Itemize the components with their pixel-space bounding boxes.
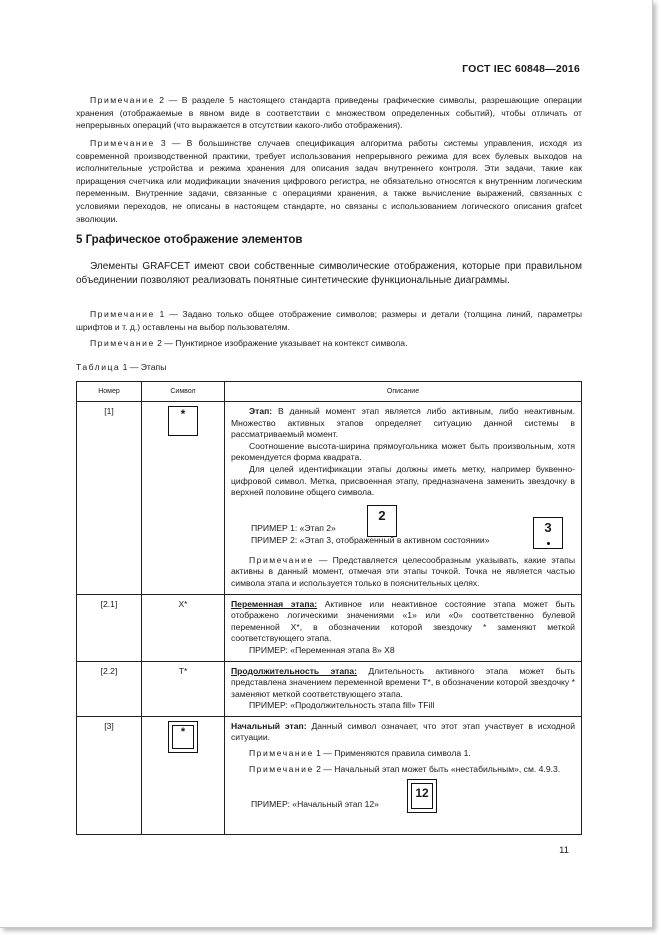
initial-step-example [231, 775, 575, 815]
note-label: Примечание [249, 748, 314, 759]
note-text: 1 — Применяются правила символа 1. [313, 748, 471, 759]
step-text-2: Соотношение высота-ширина прямоугольника может быть произвольным, хотя рекомендуется форма квадрата. [231, 440, 575, 463]
row-description [225, 402, 582, 595]
row-number: [3] [77, 716, 142, 834]
step-duration-text: Длительность активного этапа может быть представлена значением переменной времени T*, в обозначении которой звездочку * заменяют меткой соответствующего этапа. [231, 665, 575, 699]
row-symbol: T* [142, 661, 225, 716]
table-row [77, 661, 582, 716]
step-examples [231, 503, 575, 551]
example-step-3-active-icon [533, 517, 563, 549]
initial-step-text: Данный символ означает, что этот этап участвует в исходной ситуации. [231, 720, 576, 743]
row-symbol: X* [142, 594, 225, 661]
row-description [225, 716, 582, 834]
note-label: Примечание [249, 763, 314, 774]
table-caption-text: 1 — Этапы [120, 362, 167, 372]
example-2-text: ПРИМЕР 2: «Этап 3, отображенный в активном состоянии» [251, 534, 490, 545]
note-label: Примечание [249, 554, 314, 565]
table-caption [76, 362, 166, 372]
page-number: 11 [559, 845, 569, 856]
step-text-1: В данный момент этап является либо активным, либо неактивным. Множество активных этапов определяет ситуацию данной системы в рассматриваемый момент. [231, 406, 575, 440]
table-row [77, 402, 582, 595]
table-caption-label: Таблица [76, 362, 121, 372]
step-duration-title: Продолжительность этапа: [231, 665, 357, 676]
row-number: [2.1] [77, 594, 142, 661]
example-step-2-icon [367, 505, 397, 537]
note-text: — Представляется целесообразным указывать, какие этапы активны в данный момент, отмечая эти этапы точкой. Точка не является частью символа этапа и используется только в пояснительных целях. [231, 554, 575, 588]
example-1-text: ПРИМЕР 1: «Этап 2» [251, 522, 336, 533]
table-row [77, 594, 582, 661]
initial-step-12-inner-frame [411, 783, 433, 809]
row-description [225, 661, 582, 716]
note-text: 3 — В большинстве случаев спецификация алгоритма работы системы управления, исходя из современной производственной практики, требует использования непрерывного режима для всех булевых выходов на исполнительные устройства и режима хранения для описания задач внутреннего контроля. Эти задачи, такие как приращения счетчика или модификации значения цифрового регистра, не обязательно относятся к внутренним логическим переменным. Внутренние задачи, связанные с операциями хранения, а также вычисление выражений, связанных с условиями переходов, не описаны в настоящем стандарте, но связаны с использованием логического описания grafcet эволюции. [76, 138, 582, 224]
standard-id: ГОСТ IEC 60848—2016 [462, 63, 580, 75]
section-paragraph [76, 260, 582, 288]
section-paragraph-text: Элементы GRAFCET имеют свои собственные символические отображения, которые при правильном объединении позволяют реализовать понятные синтетические функциональные диаграммы. [76, 261, 582, 286]
note-3-top [76, 137, 582, 225]
step-duration-example: ПРИМЕР: «Продолжительность этапа fill» TFill [249, 700, 435, 711]
step-variable-text: Активное или неактивное состояние этапа может быть отображено логическими значениями «1» или «0» соответственно булевой переменной X*, в обозначении которой звездочку * заменяют меткой соответствующего этапа. [231, 598, 576, 644]
step-symbol-icon [168, 406, 198, 436]
example-step-3-label: 3 [544, 519, 552, 535]
note-label: Примечание [90, 138, 155, 148]
note-text: 2 — В разделе 5 настоящего стандарта приведены графические символы, разрешающие операции хранения (отображаемые в явном виде в соответствии с множеством определенных событий), чтобы отличать от непрерывных операций (что выражается в отсутствии какого-либо отображения). [76, 95, 582, 131]
steps-table [76, 381, 582, 835]
header-description: Описание [225, 382, 582, 402]
step-variable-example: ПРИМЕР: «Переменная этапа 8» X8 [249, 644, 395, 655]
initial-step-title: Начальный этап: [231, 720, 307, 731]
table-header-row [77, 382, 582, 402]
step-variable-title: Переменная этапа: [231, 598, 318, 609]
header-number: Номер [77, 382, 142, 402]
section-title: 5 Графическое отображение элементов [76, 234, 303, 246]
note-label: Примечание [90, 338, 155, 348]
row-number: [2.2] [77, 661, 142, 716]
row-symbol [142, 402, 225, 595]
initial-step-example-text: ПРИМЕР: «Начальный этап 12» [251, 799, 379, 810]
initial-step-12-label: 12 [415, 786, 429, 801]
note-text: 2 — Начальный этап может быть «нестабильным», см. 4.9.3. [313, 763, 561, 774]
note-label: Примечание [90, 95, 155, 105]
step-title: Этап: [249, 406, 273, 416]
example-step-2-label: 2 [378, 507, 386, 523]
section-note-1 [76, 308, 582, 333]
row-description [225, 594, 582, 661]
note-text: 2 — Пунктирное изображение указывает на контекст символа. [154, 338, 408, 348]
row-symbol [142, 716, 225, 834]
initial-step-inner-frame [172, 725, 194, 749]
row-number: [1] [77, 402, 142, 595]
header-symbol: Символ [142, 382, 225, 402]
note-2-top [76, 94, 582, 132]
table-row [77, 716, 582, 834]
section-note-2 [76, 337, 582, 350]
initial-step-label: * [180, 725, 186, 738]
note-label: Примечание [90, 309, 155, 319]
step-symbol-label: * [180, 407, 186, 421]
initial-step-symbol-icon [168, 721, 198, 753]
active-dot-icon [547, 542, 550, 545]
initial-step-12-icon [407, 779, 437, 813]
step-text-3: Для целей идентификации этапы должны иметь метку, например буквенно-цифровой символ. Метка, присвоенная этапу, предназначена заменить звездочку в верхней половине общего символа. [231, 463, 575, 498]
note-text: 1 — Задано только общее отображение символов; размеры и детали (толщина линий, параметры шрифтов и т. д.) оставлены на выбор пользователям. [76, 309, 582, 332]
